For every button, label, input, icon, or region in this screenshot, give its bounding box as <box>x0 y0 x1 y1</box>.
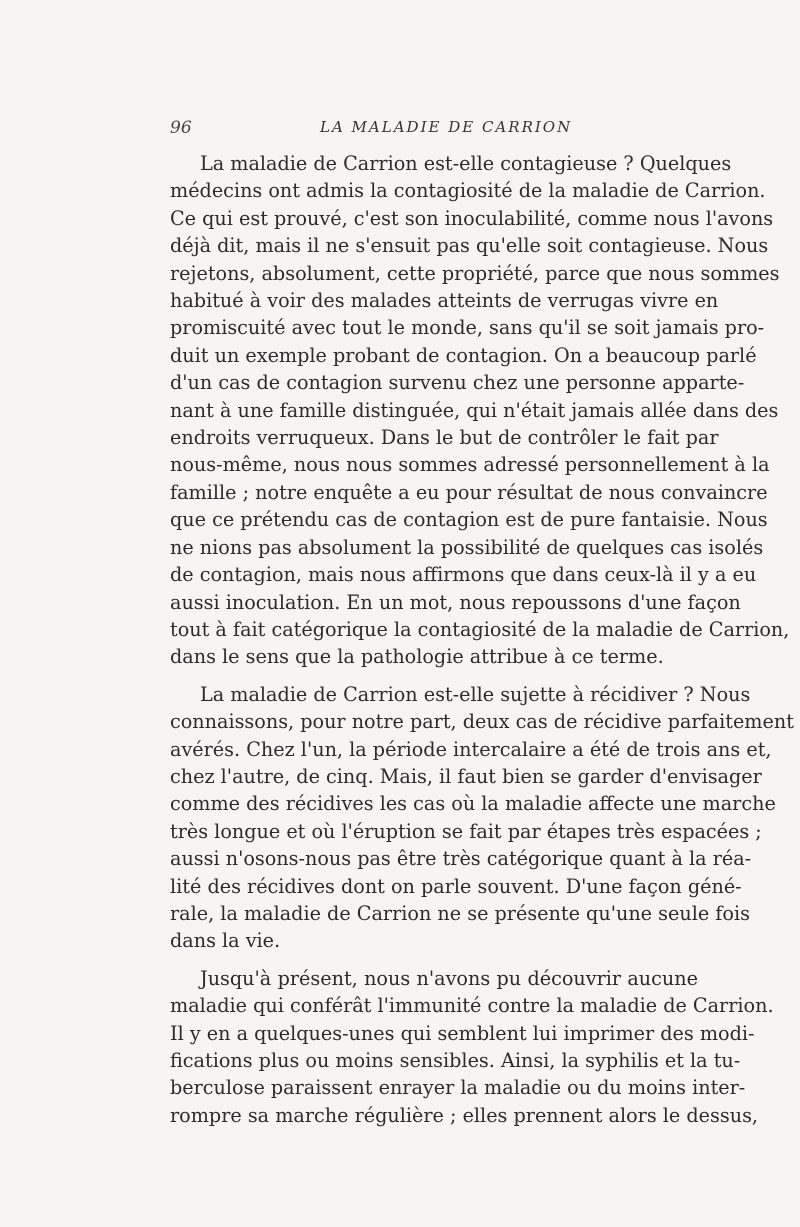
paragraph-contagion <box>170 150 790 671</box>
text-line: aussi n'osons-nous pas être très catégorique quant à la réa- <box>170 847 752 871</box>
text-line: promiscuité avec tout le monde, sans qu'il se soit jamais pro- <box>170 316 765 340</box>
text-line: endroits verruqueux. Dans le but de contrôler le fait par <box>170 426 719 450</box>
text-line: nant à une famille distinguée, qui n'était jamais allée dans des <box>170 398 779 422</box>
running-title: LA MALADIE DE CARRION <box>320 118 573 136</box>
text-line: La maladie de Carrion est-elle sujette à récidiver ? Nous <box>200 682 751 706</box>
text-line: duit un exemple probant de contagion. On a beaucoup parlé <box>170 343 757 367</box>
text-line: d'un cas de contagion survenu chez une personne apparte- <box>170 371 745 395</box>
text-line: que ce prétendu cas de contagion est de pure fantaisie. Nous <box>170 508 768 532</box>
text-line: dans la vie. <box>170 929 281 953</box>
text-line: déjà dit, mais il ne s'ensuit pas qu'elle soit contagieuse. Nous <box>170 234 769 258</box>
text-line: comme des récidives les cas où la maladie affecte une marche <box>170 792 776 816</box>
text-line: berculose paraissent enrayer la maladie ou du moins inter- <box>170 1076 746 1100</box>
paragraph-immunite <box>170 965 774 1129</box>
text-line: aussi inoculation. En un mot, nous repoussons d'une façon <box>170 590 741 614</box>
text-line: très longue et où l'éruption se fait par étapes très espacées ; <box>170 819 762 843</box>
text-line: tout à fait catégorique la contagiosité de la maladie de Carrion, <box>170 617 790 641</box>
text-line: rejetons, absolument, cette propriété, parce que nous sommes <box>170 261 780 285</box>
text-line: famille ; notre enquête a eu pour résultat de nous convaincre <box>170 480 768 504</box>
text-line: médecins ont admis la contagiosité de la maladie de Carrion. <box>170 179 766 203</box>
text-line: de contagion, mais nous affirmons que dans ceux-là il y a eu <box>170 563 757 587</box>
text-line: Jusqu'à présent, nous n'avons pu découvrir aucune <box>200 966 698 990</box>
text-line: connaissons, pour notre part, deux cas de récidive parfaitement <box>170 710 794 734</box>
text-line: La maladie de Carrion est-elle contagieuse ? Quelques <box>200 152 732 175</box>
text-line: dans le sens que la pathologie attribue à ce terme. <box>170 645 664 669</box>
text-line: ne nions pas absolument la possibilité de quelques cas isolés <box>170 535 764 559</box>
text-line: habitué à voir des malades atteints de verrugas vivre en <box>170 289 719 313</box>
text-line: rale, la maladie de Carrion ne se présente qu'une seule fois <box>170 901 750 925</box>
text-line: nous-même, nous nous sommes adressé personnellement à la <box>170 453 770 477</box>
page-number: 96 <box>170 118 192 138</box>
text-line: Ce qui est prouvé, c'est son inoculabilité, comme nous l'avons <box>170 206 774 230</box>
page-header <box>170 118 722 148</box>
text-line: Il y en a quelques-unes qui semblent lui imprimer des modi- <box>170 1021 755 1045</box>
body-text <box>170 150 794 1139</box>
text-line: fications plus ou moins sensibles. Ainsi, la syphilis et la tu- <box>170 1049 741 1072</box>
text-line: rompre sa marche régulière ; elles prennent alors le dessus, <box>170 1103 759 1127</box>
paragraph-recidive <box>170 681 794 955</box>
text-line: chez l'autre, de cinq. Mais, il faut bien se garder d'envisager <box>170 764 762 788</box>
text-line: maladie qui conférât l'immunité contre la maladie de Carrion. <box>170 994 774 1018</box>
text-line: lité des récidives dont on parle souvent. D'une façon géné- <box>170 874 742 898</box>
text-line: avérés. Chez l'un, la période intercalaire a été de trois ans et, <box>170 737 772 761</box>
